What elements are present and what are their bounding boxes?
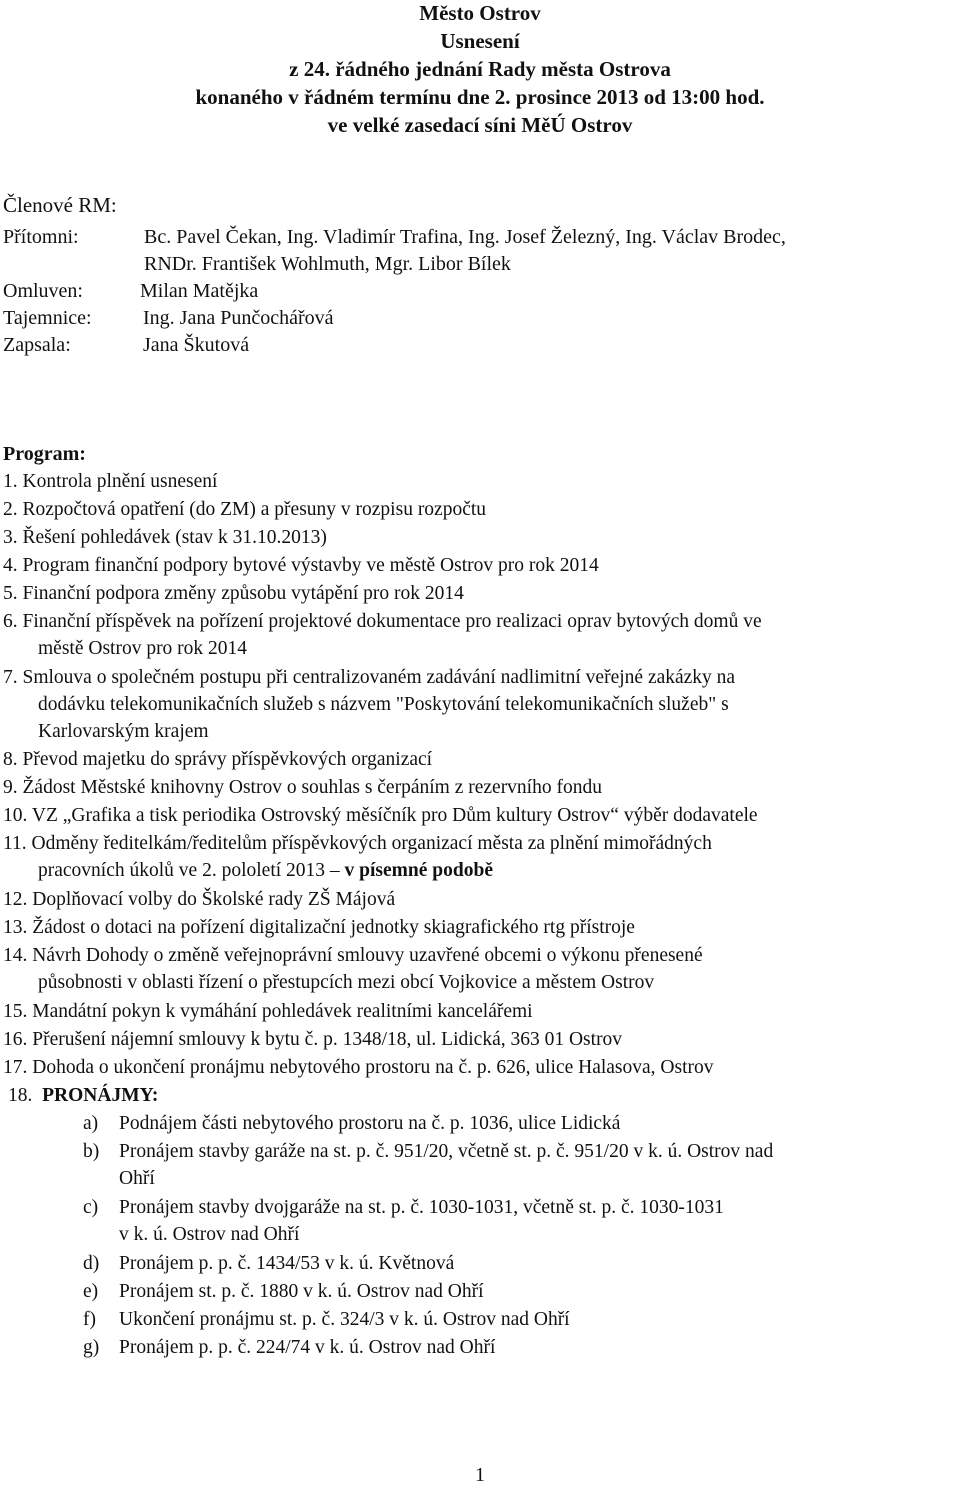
document-title: Usnesení xyxy=(440,29,520,53)
program-item-continuation: městě Ostrov pro rok 2014 xyxy=(38,638,248,659)
program-item: 17. Dohoda o ukončení pronájmu nebytového prostoru na č. p. 626, ulice Halasova, Ostrov xyxy=(3,1057,714,1078)
program-item: 10. VZ „Grafika a tisk periodika Ostrovský měsíčník pro Dům kultury Ostrov“ výběr dodavatele xyxy=(3,805,758,826)
program-item: 9. Žádost Městské knihovny Ostrov o souhlas s čerpáním z rezervního fondu xyxy=(3,777,602,798)
recorder-label: Zapsala: xyxy=(3,334,71,356)
excused-label: Omluven: xyxy=(3,280,83,302)
rental-item: a) Podnájem části nebytového prostoru na č. p. 1036, ulice Lidická xyxy=(83,1113,621,1134)
program-item: 16. Přerušení nájemní smlouvy k bytu č. p. 1348/18, ul. Lidická, 363 01 Ostrov xyxy=(3,1029,623,1050)
program-item: 4. Program finanční podpory bytové výstavby ve městě Ostrov pro rok 2014 xyxy=(3,555,599,576)
recorder-value: Jana Škutová xyxy=(143,334,250,356)
page-number: 1 xyxy=(475,1464,485,1486)
excused-value: Milan Matějka xyxy=(140,280,259,302)
program-item-continuation: působnosti v oblasti řízení o přestupcích mezi obcí Vojkovice a městem Ostrov xyxy=(38,972,655,993)
program-item: 5. Finanční podpora změny způsobu vytápění pro rok 2014 xyxy=(3,583,464,604)
members-heading: Členové RM: xyxy=(3,193,117,217)
program-item: 3. Řešení pohledávek (stav k 31.10.2013) xyxy=(3,527,327,548)
secretary-label: Tajemnice: xyxy=(3,307,92,329)
secretary-value: Ing. Jana Punčochářová xyxy=(143,307,334,329)
program-heading: Program: xyxy=(3,443,86,465)
present-line2: RNDr. František Wohlmuth, Mgr. Libor Bílek xyxy=(144,253,511,275)
program-item: 2. Rozpočtová opatření (do ZM) a přesuny v rozpisu rozpočtu xyxy=(3,499,487,520)
program-item: 13. Žádost o dotaci na pořízení digitalizační jednotky skiagrafického rtg přístroje xyxy=(3,917,635,938)
program-item-continuation: dodávku telekomunikačních služeb s názvem "Poskytování telekomunikačních služeb" s xyxy=(38,694,729,715)
rental-item-continuation: v k. ú. Ostrov nad Ohří xyxy=(119,1224,300,1245)
city-name: Město Ostrov xyxy=(419,1,541,25)
program-item-continuation: pracovních úkolů ve 2. pololetí 2013 – v písemné podobě xyxy=(38,860,493,881)
present-label: Přítomni: xyxy=(3,226,79,248)
rentals-heading: PRONÁJMY: xyxy=(42,1085,159,1106)
bold-note: v písemné podobě xyxy=(344,860,493,881)
program-item: 6. Finanční příspěvek na pořízení projektové dokumentace pro realizaci oprav bytových domů ve xyxy=(3,611,762,632)
program-item: 18. PRONÁJMY: xyxy=(8,1085,159,1106)
rental-item: f) Ukončení pronájmu st. p. č. 324/3 v k. ú. Ostrov nad Ohří xyxy=(83,1309,570,1330)
program-item: 1. Kontrola plnění usnesení xyxy=(3,471,218,492)
program-item: 14. Návrh Dohody o změně veřejnoprávní smlouvy uzavřené obcemi o výkonu přenesené xyxy=(3,945,703,966)
rental-item: g) Pronájem p. p. č. 224/74 v k. ú. Ostrov nad Ohří xyxy=(83,1337,496,1358)
meeting-title: z 24. řádného jednání Rady města Ostrova xyxy=(289,57,671,81)
program-item: 8. Převod majetku do správy příspěvkových organizací xyxy=(3,749,433,770)
present-line1: Bc. Pavel Čekan, Ing. Vladimír Trafina, Ing. Josef Železný, Ing. Václav Brodec, xyxy=(144,226,786,248)
rental-item: b) Pronájem stavby garáže na st. p. č. 951/20, včetně st. p. č. 951/20 v k. ú. Ostrov nad xyxy=(83,1141,774,1162)
program-item: 7. Smlouva o společném postupu při centralizovaném zadávání nadlimitní veřejné zakázky na xyxy=(3,667,736,688)
rental-item-continuation: Ohří xyxy=(119,1168,155,1189)
rental-item: d) Pronájem p. p. č. 1434/53 v k. ú. Květnová xyxy=(83,1253,455,1274)
meeting-location: ve velké zasedací síni MěÚ Ostrov xyxy=(327,113,633,137)
rental-item: e) Pronájem st. p. č. 1880 v k. ú. Ostrov nad Ohří xyxy=(83,1281,484,1302)
program-item: 12. Doplňovací volby do Školské rady ZŠ Májová xyxy=(3,889,396,910)
program-item: 15. Mandátní pokyn k vymáhání pohledávek realitními kancelářemi xyxy=(3,1001,533,1022)
program-item-continuation: Karlovarským krajem xyxy=(38,721,209,742)
rental-item: c) Pronájem stavby dvojgaráže na st. p. č. 1030-1031, včetně st. p. č. 1030-1031 xyxy=(83,1197,724,1218)
meeting-date: konaného v řádném termínu dne 2. prosince 2013 od 13:00 hod. xyxy=(195,85,765,109)
program-item: 11. Odměny ředitelkám/ředitelům příspěvkových organizací města za plnění mimořádných xyxy=(3,833,712,854)
